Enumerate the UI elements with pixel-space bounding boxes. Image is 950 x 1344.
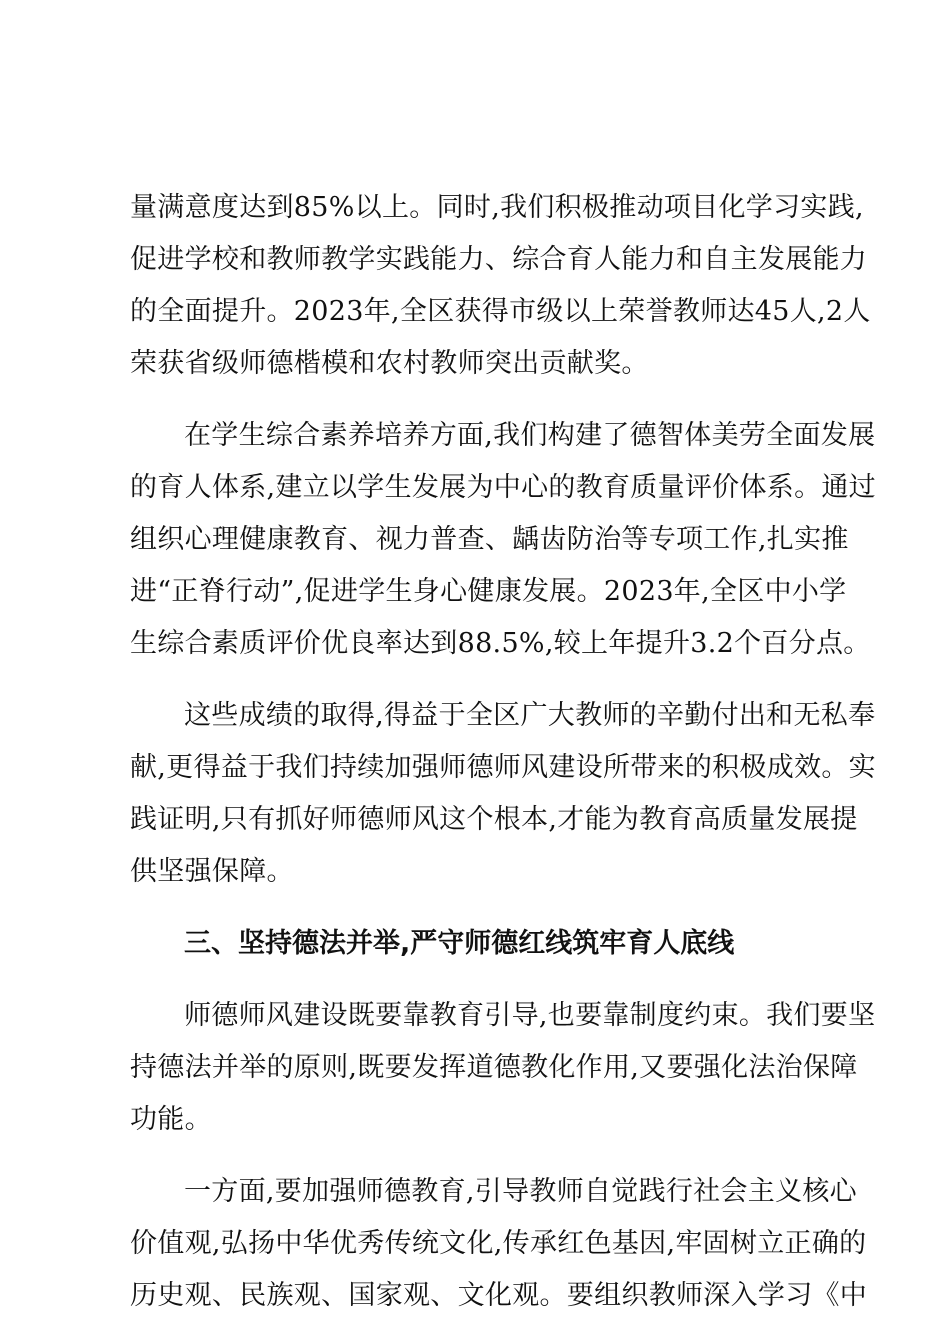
document-body — [130, 182, 876, 1322]
text-line: 持德法并举的原则,既要发挥道德教化作用,又要强化法治保障 — [130, 1052, 858, 1083]
text-line: 生综合素质评价优良率达到88.5%,较上年提升3.2个百分点。 — [130, 628, 871, 659]
text-line: 这些成绩的取得,得益于全区广大教师的辛勤付出和无私奉 — [184, 700, 876, 731]
paragraph-achievements — [130, 690, 876, 898]
text-line: 荣获省级师德楷模和农村教师突出贡献奖。 — [130, 348, 649, 379]
text-line: 进“正脊行动”,促进学生身心健康发展。2023年,全区中小学 — [130, 576, 847, 607]
text-line: 供坚强保障。 — [130, 856, 294, 887]
paragraph-ethics-education — [130, 1166, 868, 1322]
text-line: 师德师风建设既要靠教育引导,也要靠制度约束。我们要坚 — [184, 1000, 876, 1031]
text-line: 组织心理健康教育、视力普查、龋齿防治等专项工作,扎实推 — [130, 524, 849, 555]
text-line: 历史观、民族观、国家观、文化观。要组织教师深入学习《中 — [130, 1280, 868, 1311]
text-line: 促进学校和教师教学实践能力、综合育人能力和自主发展能力 — [130, 244, 868, 275]
text-line: 践证明,只有抓好师德师风这个根本,才能为教育高质量发展提 — [130, 804, 858, 835]
text-line: 在学生综合素养培养方面,我们构建了德智体美劳全面发展 — [184, 420, 876, 451]
section-heading — [130, 918, 830, 970]
text-line: 献,更得益于我们持续加强师德师风建设所带来的积极成效。实 — [130, 752, 876, 783]
text-line: 一方面,要加强师德教育,引导教师自觉践行社会主义核心 — [184, 1176, 857, 1207]
section-heading-text: 三、坚持德法并举,严守师德红线筑牢育人底线 — [184, 928, 735, 959]
text-line: 的全面提升。2023年,全区获得市级以上荣誉教师达45人,2人 — [130, 296, 871, 327]
text-line: 价值观,弘扬中华优秀传统文化,传承红色基因,牢固树立正确的 — [130, 1228, 867, 1259]
text-line: 功能。 — [130, 1104, 212, 1135]
text-line: 量满意度达到85%以上。同时,我们积极推动项目化学习实践, — [130, 192, 864, 223]
paragraph-ethics-law — [130, 990, 876, 1146]
paragraph-student-literacy — [130, 410, 876, 670]
text-line: 的育人体系,建立以学生发展为中心的教育质量评价体系。通过 — [130, 472, 876, 503]
paragraph-satisfaction — [130, 182, 871, 390]
